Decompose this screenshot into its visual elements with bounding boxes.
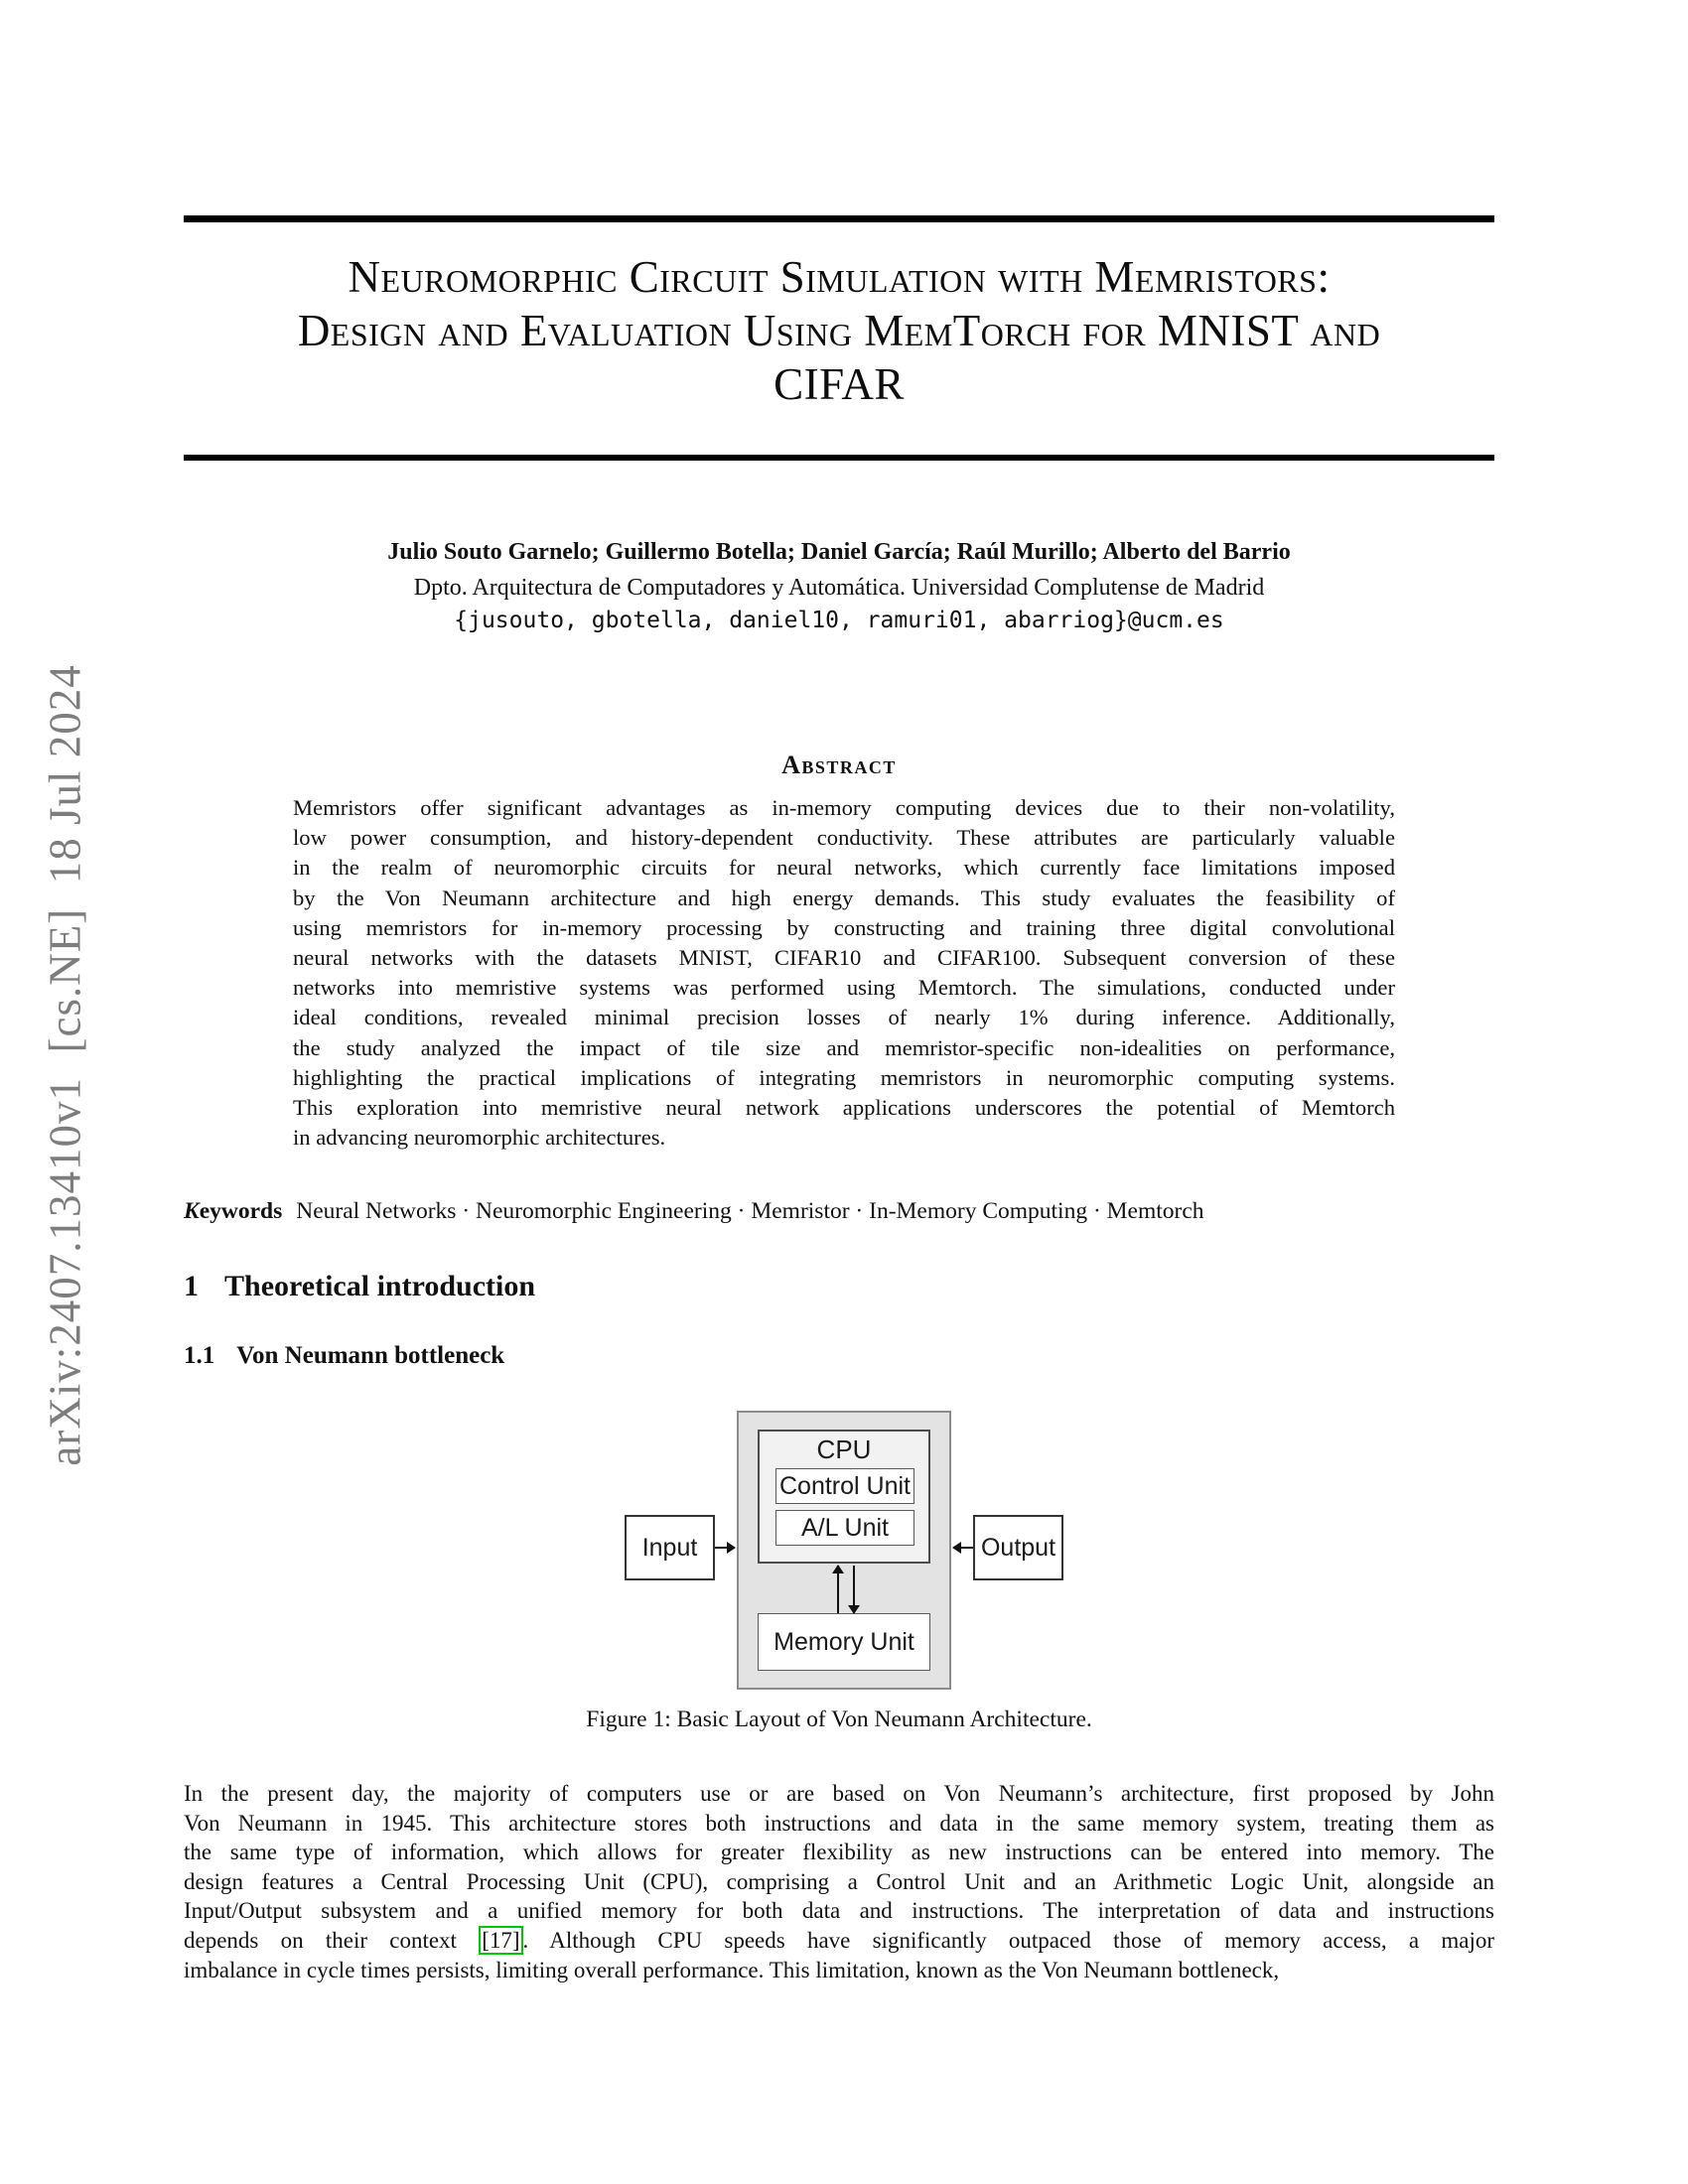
text-line: Von Neumann in 1945. This architecture stores both instructions and data in the same memory system, treating them as: [184, 1810, 1494, 1836]
text-line: in the realm of neuromorphic circuits for neural networks, which currently face limitations imposed: [293, 855, 1395, 881]
text-line: neural networks with the datasets MNIST, CIFAR10 and CIFAR100. Subsequent conversion of these: [293, 945, 1395, 971]
emails-line: {jusouto, gbotella, daniel10, ramuri01, abarriog}@ucm.es: [454, 608, 1224, 633]
arxiv-id-text: arXiv:2407.13410v1 [cs.NE] 18 Jul 2024: [41, 663, 91, 1466]
figure-1-von-neumann-diagram: [625, 1411, 1063, 1690]
text-line: This exploration into memristive neural network applications underscores the potential of Memtorch: [293, 1095, 1395, 1121]
keywords-line: [184, 1198, 1494, 1225]
text-line: Design and Evaluation Using MemTorch for MNIST and: [297, 306, 1381, 355]
arxiv-watermark: [18, 546, 113, 1583]
text-line: Neuromorphic Circuit Simulation with Memristors:: [348, 252, 1331, 302]
keywords-label: Keywords: [184, 1198, 283, 1224]
output-to-cpu-arrow: [953, 1547, 973, 1549]
input-to-cpu-arrow: [715, 1547, 735, 1549]
text-line: in advancing neuromorphic architectures.: [293, 1125, 666, 1151]
keywords-list: Neural Networks · Neuromorphic Engineering · Memristor · In-Memory Computing · Memtorch: [296, 1198, 1204, 1224]
section-1-heading: [184, 1270, 1494, 1303]
memory-unit-box: Memory Unit: [758, 1613, 930, 1671]
section-1-1-number: 1.1: [184, 1342, 215, 1369]
memory-to-cpu-arrow: [837, 1566, 839, 1613]
text-line: low power consumption, and history-dependent conductivity. These attributes are particularly valuable: [293, 825, 1395, 851]
text-line: the study analyzed the impact of tile size and memristor-specific non-idealities on performance,: [293, 1034, 1395, 1060]
affiliation-line: Dpto. Arquitectura de Computadores y Automática. Universidad Complutense de Madrid: [413, 575, 1265, 601]
paper-title: [184, 250, 1494, 411]
text-line: CIFAR: [774, 359, 905, 409]
input-box: Input: [625, 1515, 715, 1580]
text-line: Memristors offer significant advantages as in-memory computing devices due to their non-volatility,: [293, 795, 1395, 820]
title-rule-bottom: [184, 455, 1494, 461]
text-line: In the present day, the majority of computers use or are based on Von Neumann’s architecture, first proposed by John: [184, 1781, 1494, 1806]
text-line: the same type of information, which allows for greater flexibility as new instructions can be entered into memory. The: [184, 1840, 1494, 1865]
text-line: highlighting the practical implications of integrating memristors in neuromorphic computing systems.: [293, 1064, 1395, 1090]
al-unit-box: A/L Unit: [775, 1510, 914, 1546]
section-1-number: 1: [184, 1270, 199, 1302]
citation-link[interactable]: [17]: [479, 1926, 522, 1955]
figure-1-caption: Figure 1: Basic Layout of Von Neumann Architecture.: [586, 1706, 1092, 1732]
output-box: Output: [973, 1515, 1063, 1580]
text-line: design features a Central Processing Unit (CPU), comprising a Control Unit and an Arithmetic Logic Unit, alongside an: [184, 1868, 1494, 1894]
text-line: depends on their context [17] . Although CPU speeds have significantly outpaced those of memory access, a major: [184, 1927, 1495, 1953]
section-1-1-heading: [184, 1342, 1494, 1370]
text-line: using memristors for in-memory processing by constructing and training three digital convolutional: [293, 914, 1395, 940]
text-line: networks into memristive systems was performed using Memtorch. The simulations, conducted under: [293, 975, 1395, 1001]
section-1-title: Theoretical introduction: [224, 1270, 536, 1302]
abstract-heading: Abstract: [781, 751, 897, 779]
abstract-text: [293, 793, 1395, 1153]
text-line: Input/Output subsystem and a unified memory for both data and instructions. The interpretation of data and instructions: [184, 1898, 1494, 1924]
cpu-box: [758, 1430, 930, 1564]
text-line: imbalance in cycle times persists, limiting overall performance. This limitation, known as the Von Neumann bottleneck,: [184, 1957, 1280, 1982]
text-line: ideal conditions, revealed minimal precision losses of nearly 1% during inference. Additionally,: [293, 1005, 1395, 1030]
intro-paragraph: [184, 1779, 1494, 1984]
title-rule-top: [184, 215, 1494, 222]
section-1-1-title: Von Neumann bottleneck: [236, 1342, 505, 1369]
control-unit-box: Control Unit: [775, 1468, 914, 1504]
cpu-label: CPU: [816, 1434, 872, 1464]
text-line: by the Von Neumann architecture and high energy demands. This study evaluates the feasibility of: [293, 885, 1395, 910]
cpu-to-memory-arrow: [853, 1566, 855, 1613]
authors-line: Julio Souto Garnelo; Guillermo Botella; Daniel García; Raúl Murillo; Alberto del Barrio: [387, 539, 1291, 565]
